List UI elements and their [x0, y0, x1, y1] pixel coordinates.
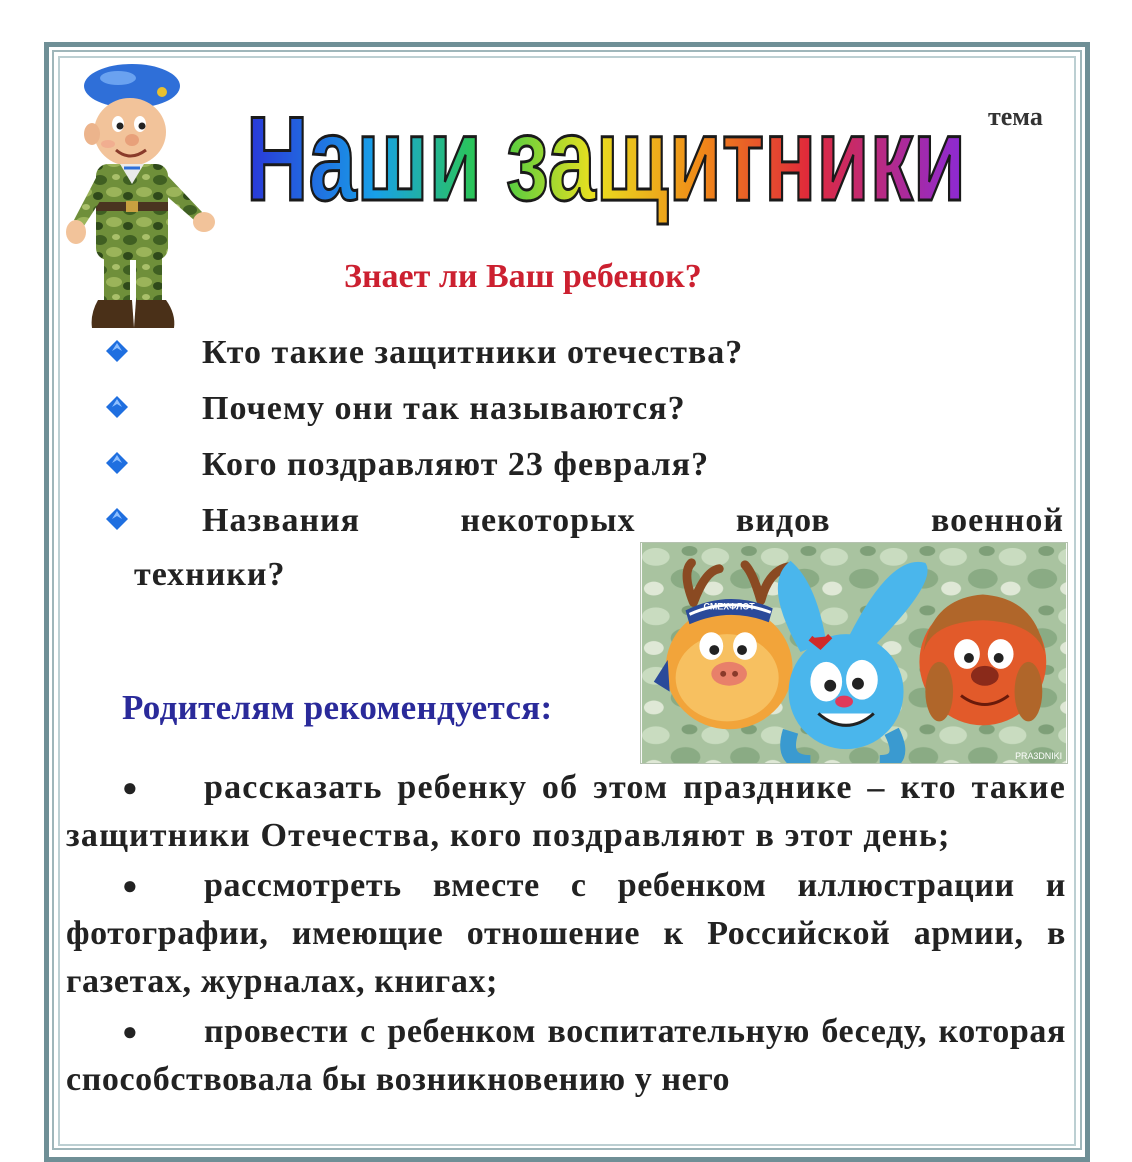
question-text: Кто такие защитники отечества? — [202, 334, 744, 371]
recommendation-item — [66, 1008, 1066, 1104]
recommendation-item — [66, 764, 1066, 860]
title-heading — [236, 78, 976, 228]
recommendation-list — [66, 764, 1066, 1106]
bullet-dot-icon: ● — [122, 773, 139, 802]
question-word: некоторых — [460, 502, 636, 539]
recommendation-item — [66, 862, 1066, 1006]
diamond-bullet-icon — [106, 508, 128, 530]
question-word: видов — [735, 502, 831, 539]
cartoon-characters-illustration — [640, 542, 1068, 764]
question-item — [100, 332, 1068, 388]
diamond-bullet-icon — [106, 340, 128, 362]
question-text: Почему они так называются? — [202, 390, 686, 427]
title-text: Наши защитники — [246, 92, 966, 226]
recommendation-text: рассказать ребенку об этом празднике – кто такие защитники Отечества, кого поздравляют в этот день; — [66, 769, 1066, 854]
question-list — [100, 332, 1068, 556]
bullet-dot-icon: ● — [122, 1017, 139, 1046]
question-word: Названия — [202, 502, 361, 539]
recommendation-text: рассмотреть вместе с ребенком иллюстрации и фотографии, имеющие отношение к Российской армии, в газетах, журналах, книгах; — [66, 867, 1066, 1000]
question-text: Кого поздравляют 23 февраля? — [202, 446, 710, 483]
recommendation-text: провести с ребенком воспитательную беседу, которая способствовала бы возникновению у него — [66, 1013, 1066, 1098]
topic-label: тема — [988, 102, 1043, 131]
question-word: военной — [930, 502, 1064, 539]
bullet-dot-icon: ● — [122, 871, 139, 900]
diamond-bullet-icon — [106, 452, 128, 474]
hat-label: СМЕХФЛОТ — [703, 601, 755, 612]
illustration-watermark: PRA3DNIKI — [1015, 751, 1063, 762]
soldier-boy-illustration — [62, 52, 234, 342]
recommend-heading: Родителям рекомендуется: — [122, 688, 553, 727]
question-continuation: техники? — [134, 556, 286, 593]
subtitle: Знает ли Ваш ребенок? — [344, 258, 702, 295]
question-text — [202, 502, 1064, 540]
question-item — [100, 388, 1068, 444]
diamond-bullet-icon — [106, 396, 128, 418]
question-item — [100, 444, 1068, 500]
